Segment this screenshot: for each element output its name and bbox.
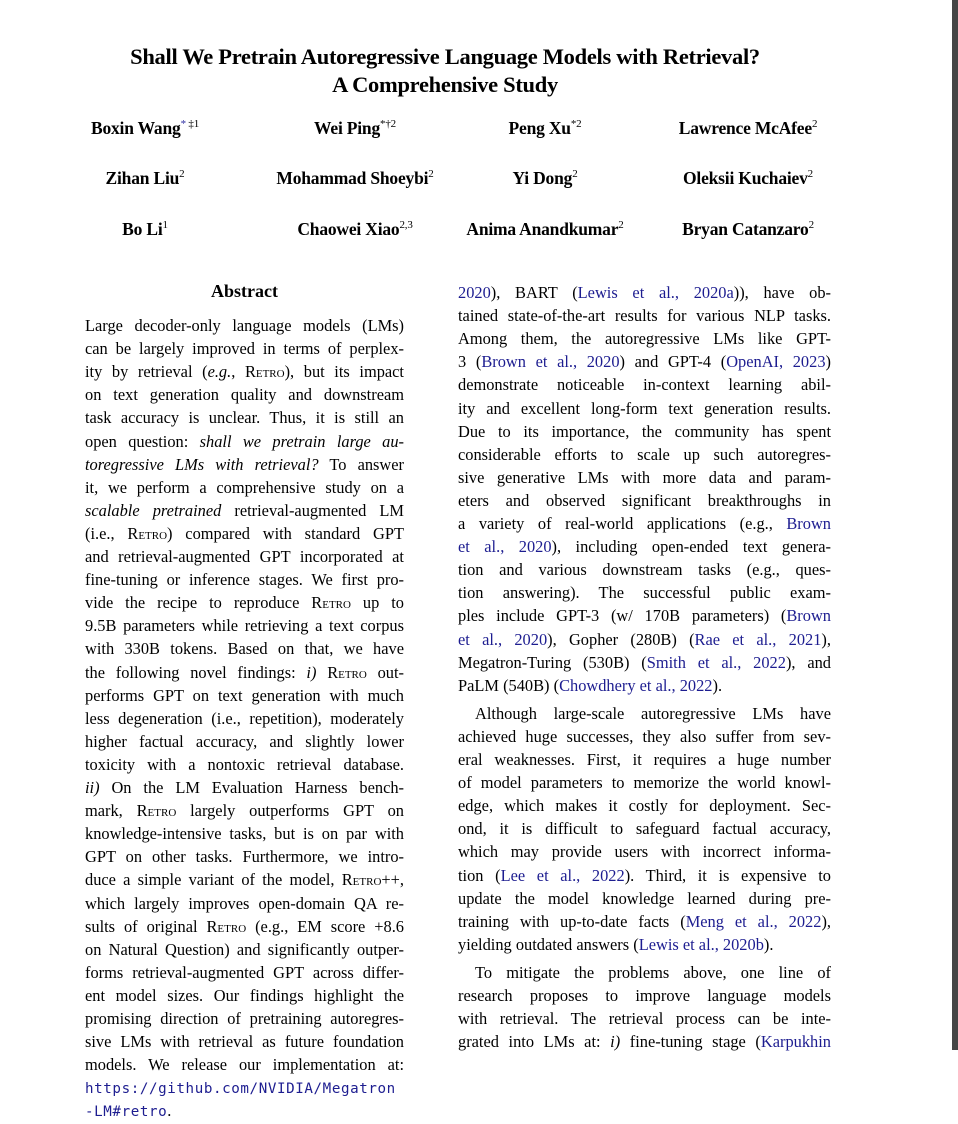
text-line (85, 822, 404, 845)
citation-link[interactable]: et al., 2020 (458, 629, 548, 649)
text: PaLM (540B) ( (458, 675, 560, 695)
text-line (458, 771, 831, 794)
text-line (458, 725, 831, 748)
citation-link[interactable]: Rae et al., 2021 (694, 629, 822, 649)
text-line (85, 961, 404, 984)
author-name (638, 168, 858, 189)
text: ), (821, 629, 831, 649)
text-line (458, 933, 831, 956)
text-line (458, 512, 831, 535)
citation-link[interactable]: Lewis et al., 2020b (638, 934, 764, 954)
text: fine-tuning stage ( (620, 1032, 761, 1052)
text: with retrieval. The retrieval process can be inte- (458, 1009, 831, 1029)
text: task accuracy is unclear. Thus, it is still an (85, 408, 404, 428)
scrollbar[interactable] (952, 0, 958, 1050)
text: sive generative LMs with more data and param- (458, 467, 831, 487)
affiliation-marks: 2 (572, 168, 578, 180)
text-line (85, 1007, 404, 1030)
text-line (85, 637, 404, 660)
text-line (458, 674, 831, 697)
italic-text: shall we pretrain large au- (199, 431, 404, 451)
affiliation-marks: * ‡1 (180, 118, 200, 130)
text-line (85, 383, 404, 406)
text: forms retrieval-augmented GPT across differ- (85, 962, 404, 982)
text: ), Gopher (280B) ( (547, 629, 695, 649)
abstract-heading: Abstract (211, 281, 278, 301)
author-name-text: Bo Li (122, 219, 163, 239)
text: a variety of real-world applications (e.g., (458, 514, 787, 533)
text: on text generation quality and downstream (85, 385, 404, 405)
text: duce a simple variant of the model, (85, 870, 342, 890)
text: tion answering). The successful public exam- (458, 583, 831, 603)
citation-link[interactable]: Brown (786, 606, 831, 626)
text: 9.5B parameters while retrieving a text corpus (85, 616, 404, 636)
citation-link[interactable]: Brown et al., 2020 (481, 352, 620, 372)
text-line (85, 545, 404, 568)
text-line (85, 522, 404, 545)
text: ). Third, it is expensive to (624, 865, 831, 885)
small-caps-text: Retro (311, 593, 351, 613)
small-caps-text: Retro (244, 362, 285, 382)
text-line (85, 730, 404, 753)
author-name (35, 168, 255, 189)
text-line (85, 938, 404, 961)
text: mark, (85, 801, 137, 821)
affiliation-marks: 2 (807, 168, 813, 180)
text: yielding outdated answers ( (458, 934, 639, 954)
text: edge, which makes it costly for deployment. Sec- (458, 796, 831, 816)
text: Megatron-Turing (530B) ( (458, 652, 647, 672)
text-line (458, 489, 831, 512)
author-name-text: Chaowei Xiao (297, 219, 400, 239)
text-line (475, 702, 831, 725)
text: out- (366, 662, 404, 682)
text: up to (350, 593, 404, 613)
text-line (458, 466, 831, 489)
text: tion ( (458, 865, 501, 885)
affiliation-marks: 2,3 (399, 219, 413, 231)
small-caps-text: Retro (136, 801, 177, 821)
text: toxicity with a nontoxic retrieval database. (85, 754, 404, 774)
text-line (85, 591, 404, 614)
citation-link[interactable]: Brown (786, 514, 831, 533)
text: To mitigate the problems above, one line of (475, 962, 831, 982)
text: can be largely improved in terms of perplex- (85, 339, 404, 359)
text: of model parameters to memorize the world knowl- (458, 773, 831, 793)
text-line (85, 476, 404, 499)
italic-text: e.g. (207, 362, 232, 382)
text: on Natural Question) and significantly outper- (85, 939, 404, 959)
text: ples include GPT-3 (w/ 170B parameters) ( (458, 606, 787, 626)
text: considerable efforts to scale up such autoregres- (458, 444, 831, 464)
title-line-2: A Comprehensive Study (332, 72, 558, 97)
text-line (85, 799, 404, 822)
citation-link[interactable]: 2020 (458, 283, 491, 302)
text: Among them, the autoregressive LMs like GPT- (458, 329, 831, 349)
italic-text: i) (306, 662, 317, 682)
text: , (231, 362, 245, 382)
text-line (85, 1099, 404, 1122)
paper-title (0, 43, 890, 99)
text: Due to its importance, the community has spent (458, 421, 831, 441)
author-name (435, 219, 655, 240)
citation-link[interactable]: Chowdhery et al., 2022 (559, 675, 713, 695)
text: which largely improves open-domain QA re- (85, 893, 404, 913)
text-line (458, 558, 831, 581)
small-caps-text: Retro (206, 916, 247, 936)
author-name-text: Anima Anandkumar (466, 219, 619, 239)
text: ent model sizes. Our findings highlight the (85, 985, 404, 1005)
affiliation-marks: *†2 (380, 118, 396, 130)
text-line (85, 406, 404, 429)
text-line (85, 707, 404, 730)
text-line (458, 817, 831, 840)
text: and retrieval-augmented GPT incorporated at (85, 547, 404, 566)
text: which may provide users with incorrect informa- (458, 842, 831, 862)
text-line (85, 915, 404, 938)
text-line (458, 397, 831, 420)
text-line (458, 864, 831, 887)
text-line (475, 961, 831, 984)
small-caps-text: Retro (127, 523, 168, 543)
author-name (435, 118, 655, 139)
url-link[interactable]: -LM#retro (85, 1104, 168, 1121)
text-line (458, 910, 831, 933)
text-line (85, 337, 404, 360)
author-name-text: Bryan Catanzaro (682, 219, 809, 239)
text-line (458, 1007, 831, 1030)
text: eral weaknesses. First, it requires a huge number (458, 750, 831, 769)
text-line (458, 373, 831, 396)
text-line (85, 1053, 404, 1076)
italic-text: scalable pretrained (85, 500, 222, 520)
text: open question: (85, 431, 200, 451)
text-line (458, 304, 831, 327)
text: ), (821, 911, 832, 931)
text-line (85, 661, 404, 684)
author-name (638, 219, 858, 240)
text-line (85, 984, 404, 1007)
text: GPT on other tasks. Furthermore, we intro- (85, 847, 404, 867)
affiliation-marks: 2 (811, 118, 818, 130)
text: largely outperforms GPT on (176, 801, 405, 821)
text: ) and GPT-4 ( (619, 352, 727, 372)
text-line (85, 430, 404, 453)
text: less degeneration (i.e., repetition), moderately (85, 708, 404, 728)
text-line (458, 984, 831, 1007)
text: sults of original (85, 916, 207, 936)
affiliation-marks: 2 (808, 219, 814, 231)
text: ), including open-ended text genera- (551, 537, 831, 557)
text: ). (763, 934, 774, 954)
text: demonstrate noticeable in-context learning abil- (458, 375, 831, 395)
text: performs GPT on text generation with much (85, 685, 404, 705)
text: update the model knowledge learned during pre- (458, 888, 831, 908)
text: ), and (785, 652, 831, 672)
text-line (85, 868, 404, 891)
author-name-text: Lawrence McAfee (678, 118, 812, 138)
text: promising direction of pretraining autoregres- (85, 1009, 404, 1028)
text-line (85, 684, 404, 707)
text: Although large-scale autoregressive LMs have (475, 703, 831, 723)
text: it, we perform a comprehensive study on a (85, 477, 404, 497)
text-line (458, 840, 831, 863)
text-line (458, 327, 831, 350)
text-line (85, 314, 404, 337)
italic-text: toregressive LMs with retrieval? (85, 454, 319, 474)
author-name (35, 219, 255, 240)
text-line (85, 453, 404, 476)
italic-text: ii) (85, 778, 100, 797)
url-link[interactable]: https://github.com/NVIDIA/Megatron (85, 1081, 396, 1098)
text: ) compared with standard GPT (167, 523, 404, 543)
equal-contribution-link[interactable]: * (180, 118, 186, 130)
affiliation-marks: 2 (179, 168, 185, 180)
italic-text: i) (610, 1032, 621, 1052)
text-line (458, 887, 831, 910)
text: eters and observed significant breakthroughs in (458, 490, 831, 510)
text-line (85, 568, 404, 591)
text: . (167, 1101, 172, 1121)
author-name-text: Boxin Wang (90, 118, 181, 138)
text-line (458, 443, 831, 466)
author-name (35, 118, 255, 139)
affiliation-marks: *2 (570, 118, 582, 130)
text-line (85, 753, 404, 776)
citation-link[interactable]: Lewis et al., 2020a (577, 283, 734, 302)
text: research proposes to improve language models (458, 986, 831, 1005)
text: ond, it is difficult to safeguard factual accuracy, (458, 819, 831, 839)
text: On the LM Evaluation Harness bench- (99, 778, 404, 797)
author-name (245, 118, 465, 139)
text-line (458, 535, 831, 558)
text: vide the recipe to reproduce (85, 593, 312, 613)
text: ) (825, 352, 831, 372)
text: tained state-of-the-art results for various NLP tasks. (458, 306, 831, 326)
text-line (85, 614, 404, 637)
text: models. We release our implementation at: (85, 1055, 404, 1075)
citation-link[interactable]: Karpukhin (760, 1032, 831, 1052)
small-caps-text: Retro (327, 662, 367, 682)
text: with 330B tokens. Based on that, we have (85, 639, 404, 659)
text-line (458, 794, 831, 817)
text: )), have ob- (733, 283, 831, 302)
text-line (85, 892, 404, 915)
text: knowledge-intensive tasks, but is on par with (85, 824, 404, 844)
text-line (458, 350, 831, 373)
text: ++, (381, 870, 404, 890)
author-name-text: Peng Xu (508, 118, 571, 138)
text-line (458, 581, 831, 604)
text-line (85, 1076, 404, 1099)
affiliation-marks: 2 (428, 168, 434, 180)
text: the following novel findings: (85, 662, 307, 682)
citation-link[interactable]: OpenAI, 2023 (726, 352, 826, 372)
text: ). (712, 675, 723, 695)
citation-link[interactable]: Meng et al., 2022 (685, 911, 822, 931)
text: achieved huge successes, they also suffer from sev- (458, 726, 831, 746)
text-line (458, 628, 831, 651)
text-line (458, 420, 831, 443)
affiliation-marks: 2 (618, 219, 624, 231)
text: ), BART ( (490, 283, 578, 302)
author-name (245, 219, 465, 240)
text: higher factual accuracy, and slightly lower (85, 731, 404, 751)
text-line (458, 604, 831, 627)
text: ), but its impact (284, 362, 404, 382)
text: (i.e., (85, 523, 128, 543)
author-name-text: Yi Dong (512, 168, 573, 188)
text: fine-tuning or inference stages. We first pro- (85, 570, 404, 590)
text-line (85, 499, 404, 522)
text (316, 663, 327, 682)
text: ity and excellent long-form text generation results. (458, 398, 831, 418)
text: ity by retrieval ( (85, 362, 208, 382)
text-line (458, 651, 831, 674)
text: sive LMs with retrieval as future foundation (85, 1032, 404, 1052)
citation-link[interactable]: et al., 2020 (458, 537, 552, 557)
author-name-text: Mohammad Shoeybi (276, 168, 429, 188)
author-name (435, 168, 655, 189)
author-name-text: Oleksii Kuchaiev (683, 168, 808, 188)
text-line (85, 845, 404, 868)
text: 3 ( (458, 352, 482, 372)
text-line (85, 776, 404, 799)
text: tion and various downstream tasks (e.g., ques- (458, 560, 831, 580)
small-caps-text: Retro (341, 870, 382, 890)
author-name (638, 118, 858, 139)
text: Large decoder-only language models (LMs) (85, 316, 404, 335)
text: training with up-to-date facts ( (458, 911, 686, 931)
text: grated into LMs at: (458, 1032, 611, 1052)
author-name (245, 168, 465, 189)
author-name-text: Zihan Liu (105, 168, 180, 188)
text: retrieval-augmented LM (221, 500, 405, 520)
text: (e.g., EM score +8.6 (246, 916, 404, 936)
text-line (458, 748, 831, 771)
text-line (85, 360, 404, 383)
text-line (458, 281, 831, 304)
title-line-1: Shall We Pretrain Autoregressive Language Models with Retrieval? (130, 44, 760, 69)
citation-link[interactable]: Lee et al., 2022 (500, 865, 625, 885)
citation-link[interactable]: Smith et al., 2022 (646, 652, 786, 672)
text: To answer (318, 454, 404, 474)
author-name-text: Wei Ping (314, 118, 381, 138)
affiliation-marks: 1 (162, 219, 168, 231)
